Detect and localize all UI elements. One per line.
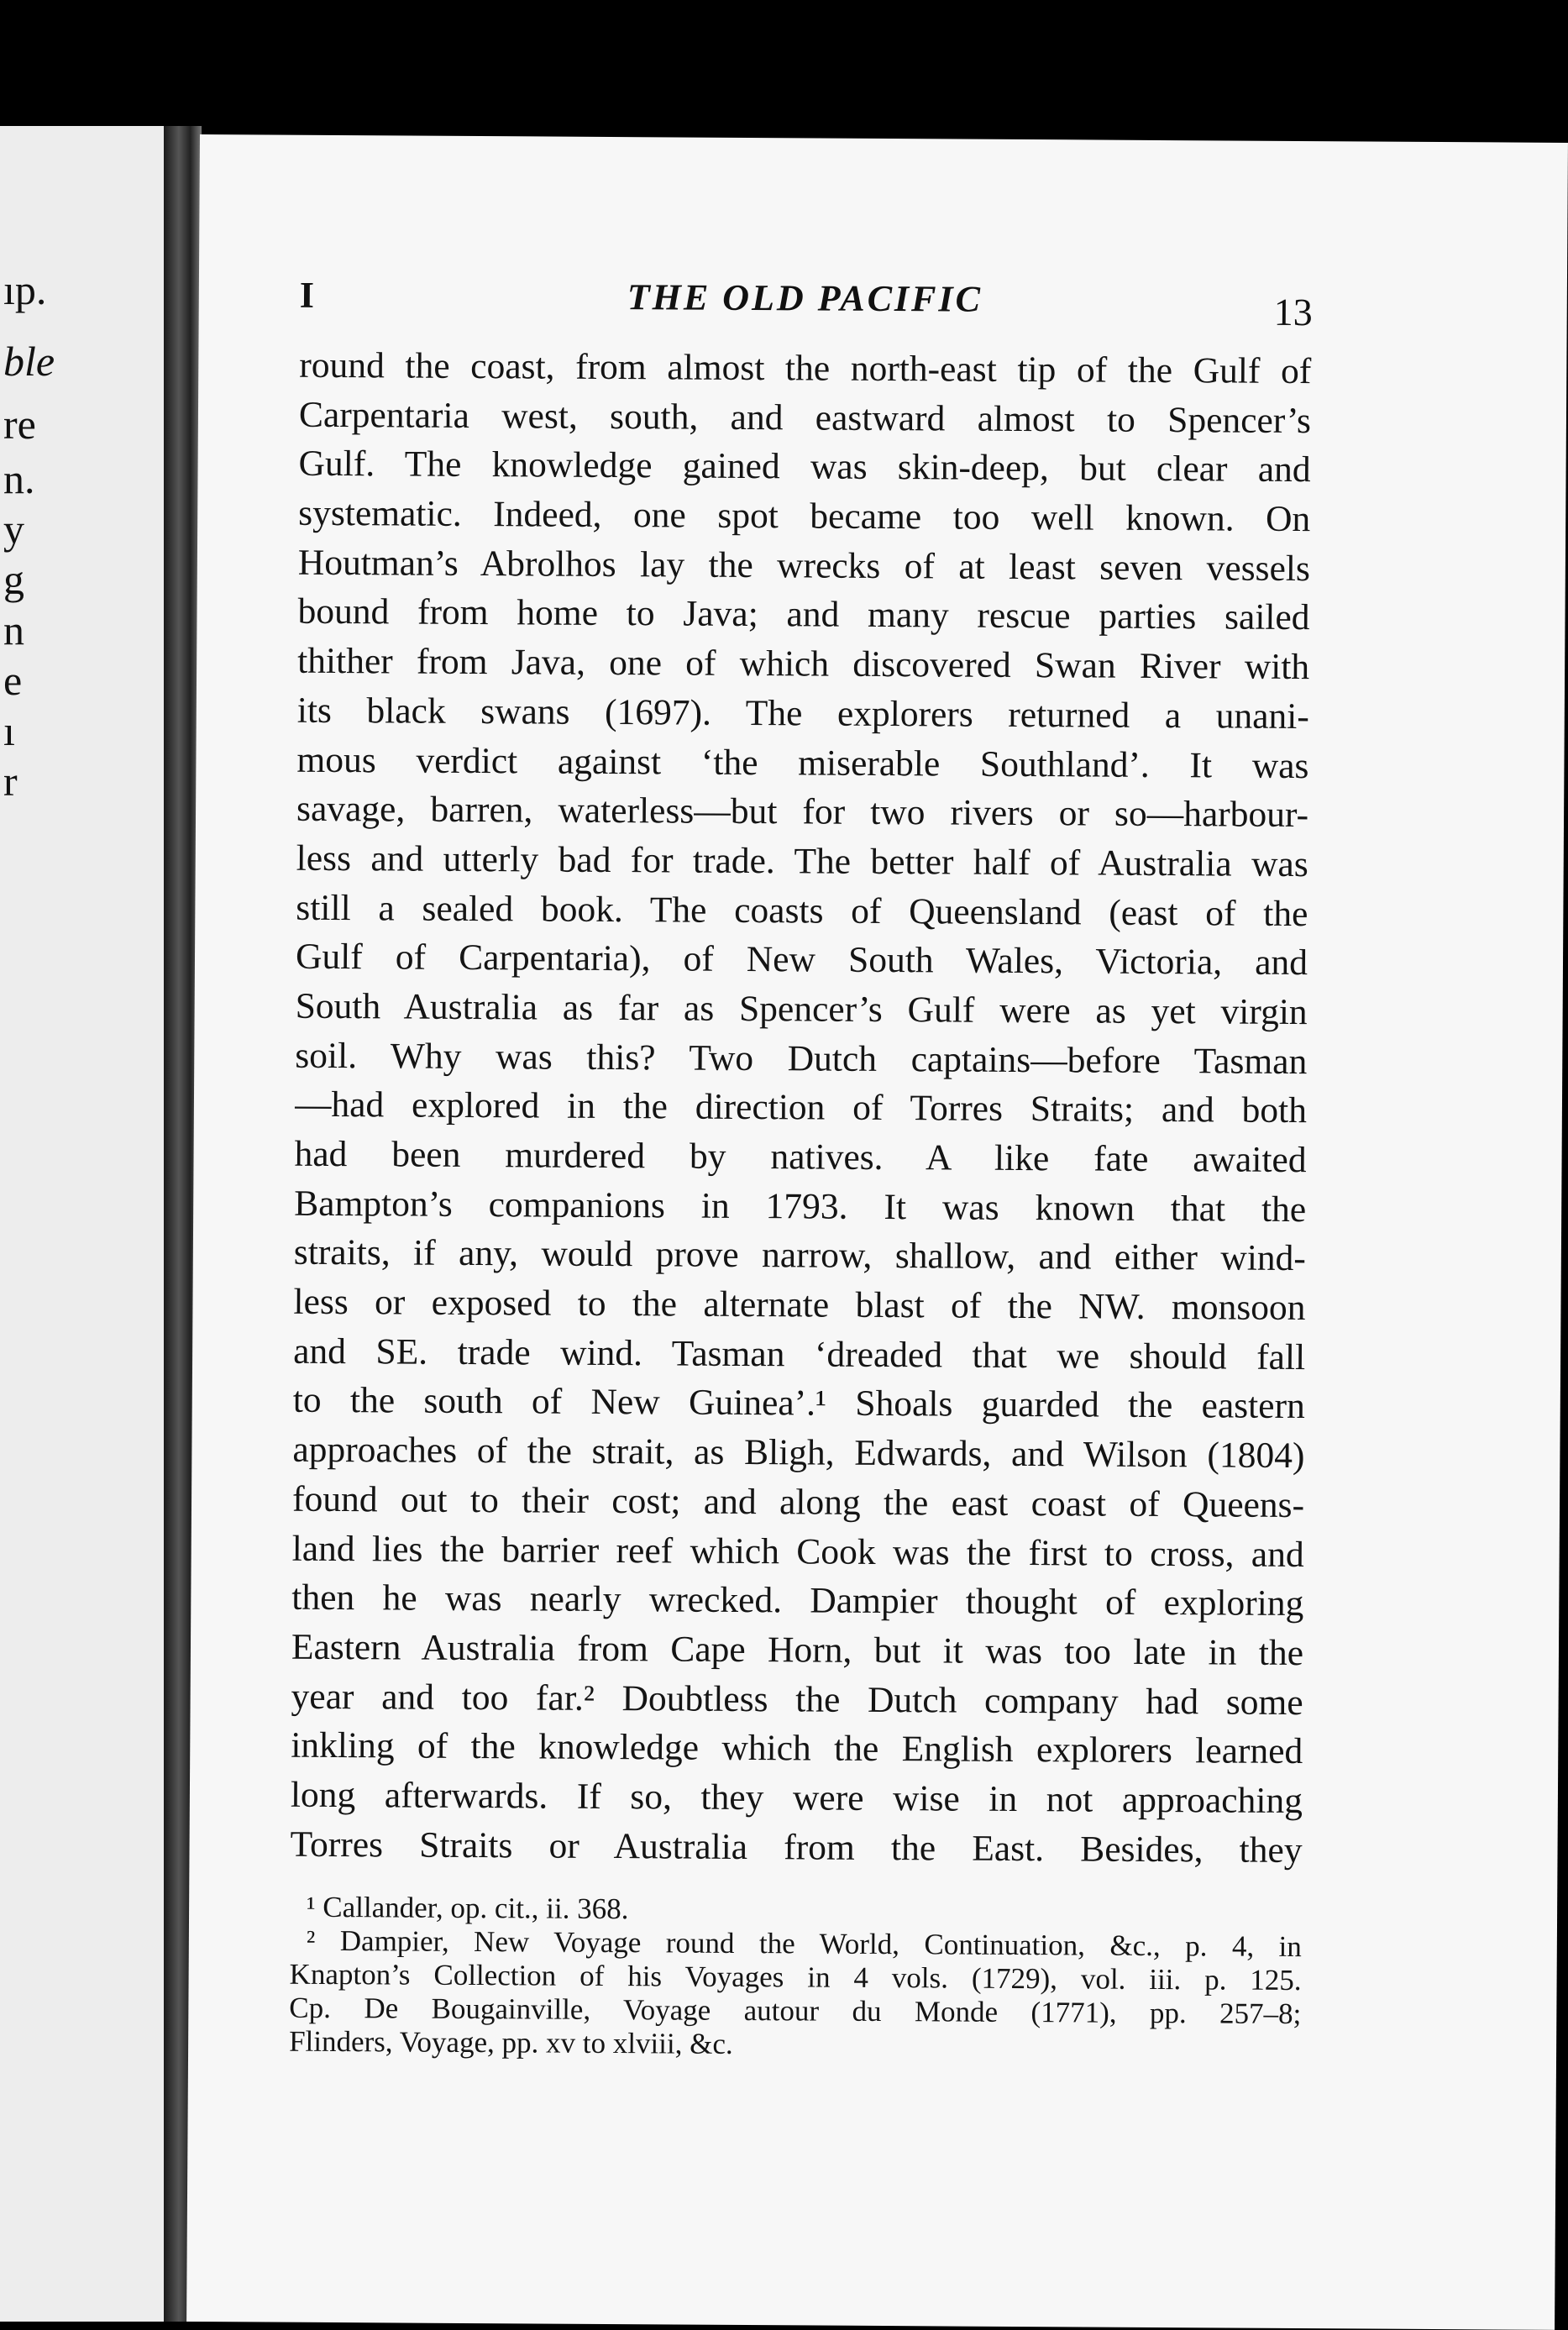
text-line: and SE. trade wind. Tasman ‘dreaded that we should fall: [293, 1330, 1306, 1378]
text-line: still a sealed book. The coasts of Queensland (east of the: [296, 887, 1308, 934]
footnote-line: Flinders, Voyage, pp. xv to xlviii, &c.: [289, 2024, 733, 2060]
facing-page-text: ble: [3, 338, 55, 385]
facing-page-text: r: [3, 758, 18, 805]
text-line: inkling of the knowledge which the English explorers learned: [291, 1724, 1303, 1772]
footnotes: [289, 1891, 1302, 2065]
facing-page-text: n.: [3, 455, 35, 502]
text-line: bound from home to Java; and many rescue parties sailed: [297, 591, 1310, 638]
text-line: approaches of the strait, as Bligh, Edwards, and Wilson (1804): [292, 1429, 1305, 1477]
text-line: South Australia as far as Spencer’s Gulf were as yet virgin: [295, 985, 1308, 1033]
text-line: its black swans (1697). The explorers returned a unani-: [296, 690, 1309, 737]
text-line: Gulf of Carpentaria), of New South Wales, Victoria, and: [295, 936, 1308, 984]
body-text: [290, 341, 1311, 1876]
facing-page-text: y: [3, 506, 24, 553]
facing-page-text: g: [3, 556, 24, 603]
text-line: Carpentaria west, south, and eastward almost to Spencer’s: [298, 394, 1312, 441]
chapter-numeral: I: [299, 274, 315, 316]
text-line: to the south of New Guinea’.¹ Shoals guarded the eastern: [292, 1380, 1305, 1427]
text-line: Bampton’s companions in 1793. It was known that the: [294, 1183, 1307, 1230]
text-line: found out to their cost; and along the east coast of Queens-: [291, 1478, 1305, 1525]
text-line: year and too far.² Doubtless the Dutch company had some: [291, 1676, 1303, 1723]
text-line: Gulf. The knowledge gained was skin-deep, but clear and: [298, 443, 1311, 491]
text-line: Houtman’s Abrolhos lay the wrecks of at least seven vessels: [297, 542, 1311, 589]
book-page: [186, 134, 1568, 2330]
page-number: 13: [1273, 290, 1313, 334]
facing-page-text: ı: [3, 707, 15, 754]
text-line: long afterwards. If so, they were wise in not approaching: [290, 1774, 1303, 1821]
footnote-line: ¹ Callander, op. cit., ii. 368.: [306, 1890, 629, 1926]
facing-page-text: e: [3, 657, 23, 704]
facing-page-text: n: [3, 606, 24, 653]
text-line: Torres Straits or Australia from the East. Besides, they: [290, 1824, 1303, 1871]
footnote-line: Knapton’s Collection of his Voyages in 4 vols. (1729), vol. iii. p. 125.: [289, 1957, 1302, 1997]
text-line: Eastern Australia from Cape Horn, but it was too late in the: [291, 1626, 1304, 1673]
facing-page-fragment: [0, 126, 172, 2322]
text-line: land lies the barrier reef which Cook was the first to cross, and: [291, 1528, 1304, 1575]
text-line: soil. Why was this? Two Dutch captains—before Tasman: [295, 1035, 1308, 1082]
facing-page-text: re: [3, 401, 36, 448]
footnote-line: Cp. De Bougainville, Voyage autour du Monde (1771), pp. 257–8;: [289, 1991, 1302, 2031]
text-line: round the coast, from almost the north-east tip of the Gulf of: [299, 344, 1312, 392]
text-line: less or exposed to the alternate blast of the NW. monsoon: [293, 1281, 1306, 1329]
text-line: straits, if any, would prove narrow, shallow, and either wind-: [293, 1232, 1306, 1279]
text-line: systematic. Indeed, one spot became too well known. On: [298, 492, 1311, 540]
text-line: savage, barren, waterless—but for two rivers or so—harbour-: [296, 788, 1309, 836]
facing-page-text: ıp.: [3, 266, 47, 313]
text-line: then he was nearly wrecked. Dampier thought of exploring: [291, 1577, 1304, 1624]
text-line: —had explored in the direction of Torres Straits; and both: [294, 1084, 1308, 1131]
text-line: had been murdered by natives. A like fate awaited: [294, 1133, 1307, 1181]
text-line: mous verdict against ‘the miserable Southland’. It was: [296, 739, 1309, 786]
footnote-line: ² Dampier, New Voyage round the World, Continuation, &c., p. 4, in: [306, 1923, 1302, 1964]
text-line: thither from Java, one of which discovered Swan River with: [297, 640, 1310, 688]
text-line: less and utterly bad for trade. The better half of Australia was: [296, 837, 1308, 884]
running-header: [199, 273, 1567, 332]
running-title: THE OLD PACIFIC: [627, 276, 983, 320]
